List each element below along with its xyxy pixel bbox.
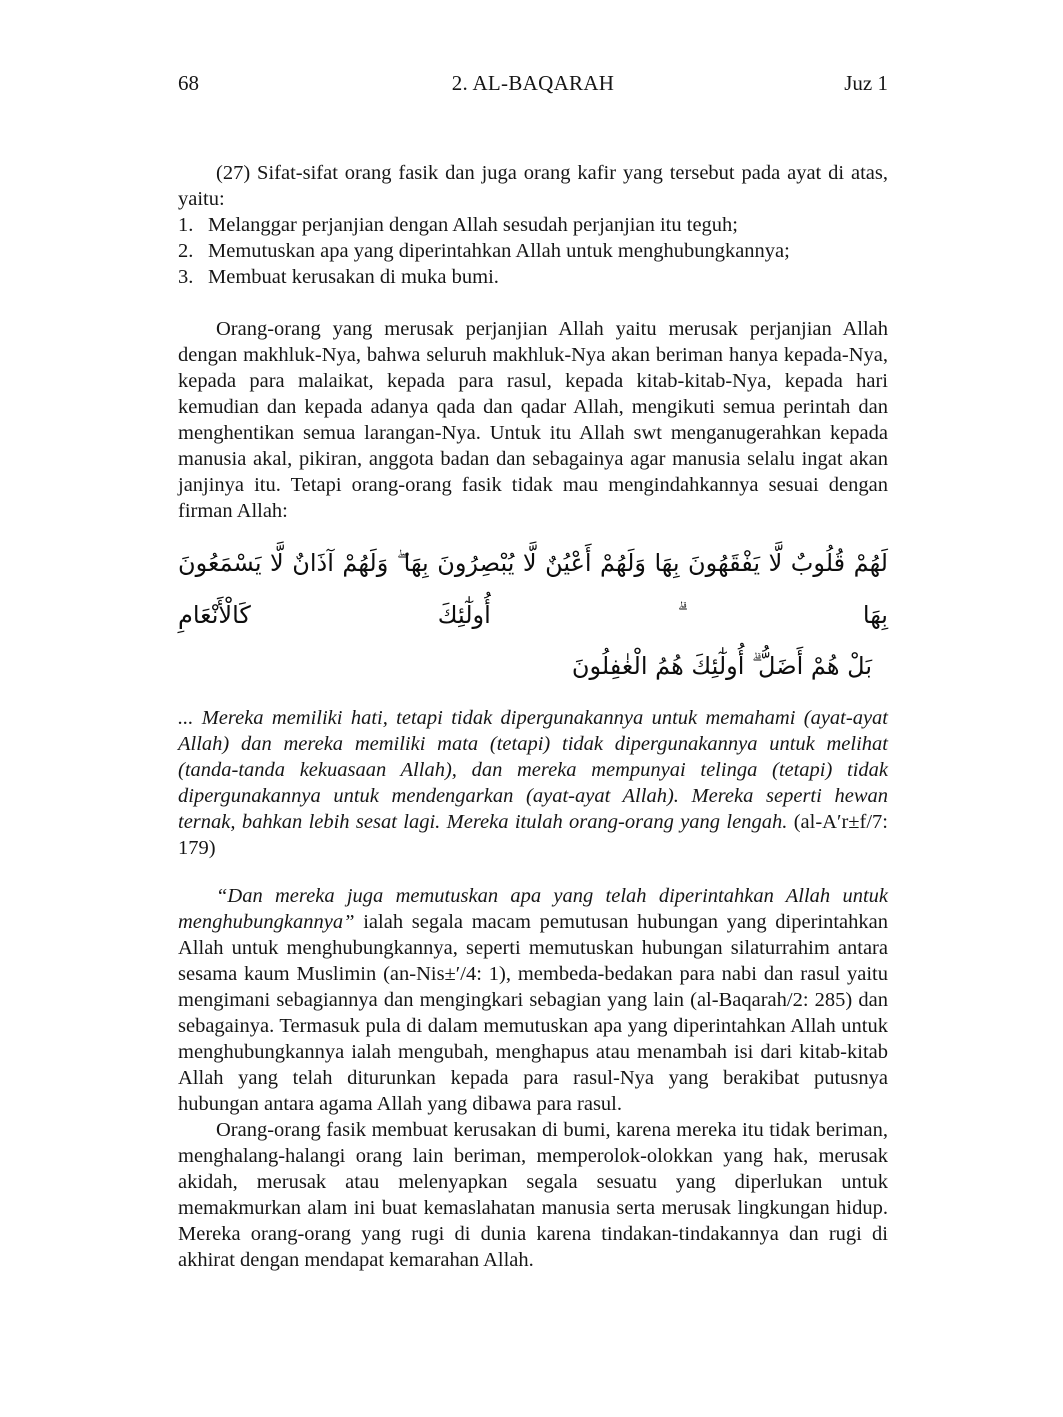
arabic-verse-line-1: لَهُمْ قُلُوبٌ لَّا يَفْقَهُونَ بِهَا وَلَهُمْ أَعْيُنٌ لَّا يُبْصِرُونَ بِهَا ۖ وَلَهُمْ آذَانٌ لَّا يَسْمَعُونَ بِهَا ۗ أُولٰٓئِكَ كَالْأَنْعَامِ <box>178 549 888 629</box>
surah-title: 2. AL-BAQARAH <box>451 71 615 95</box>
paragraph-memutuskan-body: ialah segala macam pemutusan hubungan yang diperintahkan Allah untuk menghubungkannya, seperti memutuskan hubungan silaturrahim antara sesama kaum Muslimin (an-Nis±′/4: 1), membeda-bedakan para nabi dan rasul yaitu mengimani sebagiannya dan mengingkari sebagian yang lain (al-Baqarah/2: 285) dan sebagainya. Termasuk pula di dalam memutuskan apa yang diperintahkan Allah untuk menghubungkannya ialah mengubah, menghapus atau menambah isi dari kitab-kitab Allah yang telah diturunkan kepada para rasul-Nya yang berakibat putusnya hubungan antara agama Allah yang dibawa para rasul. <box>178 910 888 1115</box>
quran-verse-arabic <box>178 538 888 693</box>
paragraph-memutuskan <box>178 883 888 1117</box>
fasik-traits-list <box>178 212 888 290</box>
list-item-text: Melanggar perjanjian dengan Allah sesudah perjanjian itu teguh; <box>208 214 738 236</box>
list-item-number: 1. <box>178 214 194 236</box>
list-item-text: Membuat kerusakan di muka bumi. <box>208 266 499 288</box>
list-item-number: 3. <box>178 266 194 288</box>
juz-label: Juz 1 <box>844 71 888 95</box>
page-body <box>178 160 888 1273</box>
arabic-verse-line-2: بَلْ هُمْ أَضَلُّ ۗ أُولٰٓئِكَ هُمُ الْغٰفِلُونَ <box>571 652 872 681</box>
list-item <box>178 264 888 290</box>
paragraph-kerusakan: Orang-orang fasik membuat kerusakan di bumi, karena mereka itu tidak beriman, menghalang-halangi orang lain beriman, memperolok-olokkan yang hak, merusak akidah, merusak atau melenyapkan segala sesuatu yang diperlukan untuk memakmurkan alam ini buat kemaslahatan manusia serta merusak lingkungan hidup. Mereka orang-orang yang rugi di dunia karena tindakan-tindakannya dan rugi di akhirat dengan mendapat kemarahan Allah. <box>178 1118 888 1271</box>
quoted-phrase-italic: “Dan mereka juga memutuskan apa yang telah diperintahkan Allah untuk menghubungkannya” <box>178 884 888 933</box>
list-item <box>178 238 888 264</box>
running-header <box>178 70 888 96</box>
list-item <box>178 212 888 238</box>
list-item-text: Memutuskan apa yang diperintahkan Allah untuk menghubungkannya; <box>208 240 790 262</box>
verse-translation-paragraph <box>178 705 888 861</box>
list-item-number: 2. <box>178 240 194 262</box>
verse-reference: (al-A′r±f/7: 179) <box>178 810 888 859</box>
paragraph-perjanjian: Orang-orang yang merusak perjanjian Allah yaitu merusak perjanjian Allah dengan makhluk-Nya, bahwa seluruh makhluk-Nya akan beriman hanya kepada-Nya, kepada para malaikat, kepada para rasul, kepada kitab-kitab-Nya, kepada hari kemudian dan kepada adanya qada dan qadar Allah, mengikuti semua perintah dan menghentikan semua larangan-Nya. Untuk itu Allah swt menganugerahkan kepada manusia akal, pikiran, anggota badan dan sebagainya agar manusia selalu ingat akan janjinya itu. Tetapi orang-orang fasik tidak mau mengindahkannya sesuai dengan firman Allah: <box>178 318 888 522</box>
paragraph-intro: (27) Sifat-sifat orang fasik dan juga orang kafir yang tersebut pada ayat di atas, yaitu: <box>178 162 888 210</box>
verse-translation-text: ... Mereka memiliki hati, tetapi tidak dipergunakannya untuk memahami (ayat-ayat Allah) dan mereka memiliki mata (tetapi) tidak dipergunakannya untuk melihat (tanda-tanda kekuasaan Allah), dan mereka mempunyai telinga (tetapi) tidak dipergunakannya untuk mendengarkan (ayat-ayat Allah). Mereka seperti hewan ternak, bahkan lebih sesat lagi. Mereka itulah orang-orang yang lengah. <box>178 706 888 833</box>
page-number: 68 <box>178 71 199 95</box>
